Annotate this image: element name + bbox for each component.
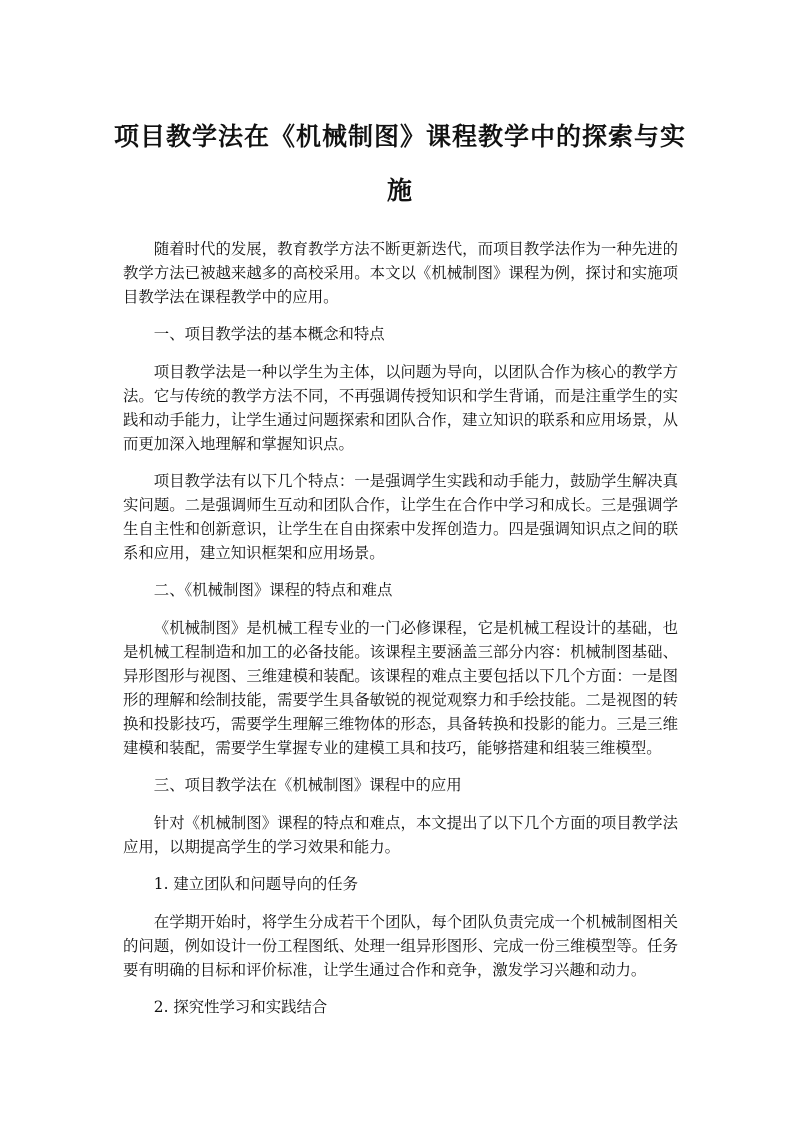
- section-heading-1: 一、项目教学法的基本概念和特点: [153, 325, 385, 343]
- section-1-paragraph-1: 项目教学法是一种以学生为主体，以问题为导向，以团队合作为核心的教学方法。它与传统的教学方法不同，不再强调传授知识和学生背诵，而是注重学生的实践和动手能力，让学生通过问题探索和团队合作，建立知识的联系和应用场景，从而更加深入地理解和掌握知识点。: [123, 363, 678, 453]
- section-3-paragraph-1: 针对《机械制图》课程的特点和难点，本文提出了以下几个方面的项目教学法应用，以期提高学生的学习效果和能力。: [123, 814, 678, 856]
- section-heading-3: 三、项目教学法在《机械制图》课程中的应用: [153, 776, 462, 794]
- document-body: [123, 237, 678, 1033]
- subsection-heading-2: 2. 探究性学习和实践结合: [153, 998, 328, 1016]
- subsection-1-paragraph: 在学期开始时，将学生分成若干个团队，每个团队负责完成一个机械制图相关的问题，例如设计一份工程图纸、处理一组异形图形、完成一份三维模型等。任务要有明确的目标和评价标准，让学生通过合作和竞争，激发学习兴趣和动力。: [123, 913, 678, 979]
- document-title-line-1: 项目教学法在《机械制图》课程教学中的探索与实: [113, 122, 686, 151]
- subsection-heading-1: 1. 建立团队和问题导向的任务: [153, 875, 359, 893]
- section-2-paragraph-1: 《机械制图》是机械工程专业的一门必修课程，它是机械工程设计的基础，也是机械工程制造和加工的必备技能。该课程主要涵盖三部分内容：机械制图基础、异形图形与视图、三维建模和装配。该课程的难点主要包括以下几个方面：一是图形的理解和绘制技能，需要学生具备敏锐的视觉观察力和手绘技能。二是视图的转换和投影技巧，需要学生理解三维物体的形态，具备转换和投影的能力。三是三维建模和装配，需要学生掌握专业的建模工具和技巧，能够搭建和组装三维模型。: [123, 619, 678, 757]
- section-heading-2: 二、《机械制图》课程的特点和难点: [153, 581, 393, 599]
- intro-paragraph: 随着时代的发展，教育教学方法不断更新迭代，而项目教学法作为一种先进的教学方法已被越来越多的高校采用。本文以《机械制图》课程为例，探讨和实施项目教学法在课程教学中的应用。: [123, 240, 678, 306]
- document-title-line-2: 施: [386, 176, 413, 205]
- section-1-paragraph-2: 项目教学法有以下几个特点：一是强调学生实践和动手能力，鼓励学生解决真实问题。二是强调师生互动和团队合作，让学生在合作中学习和成长。三是强调学生自主性和创新意识，让学生在自由探索中发挥创造力。四是强调知识点之间的联系和应用，建立知识框架和应用场景。: [123, 472, 678, 562]
